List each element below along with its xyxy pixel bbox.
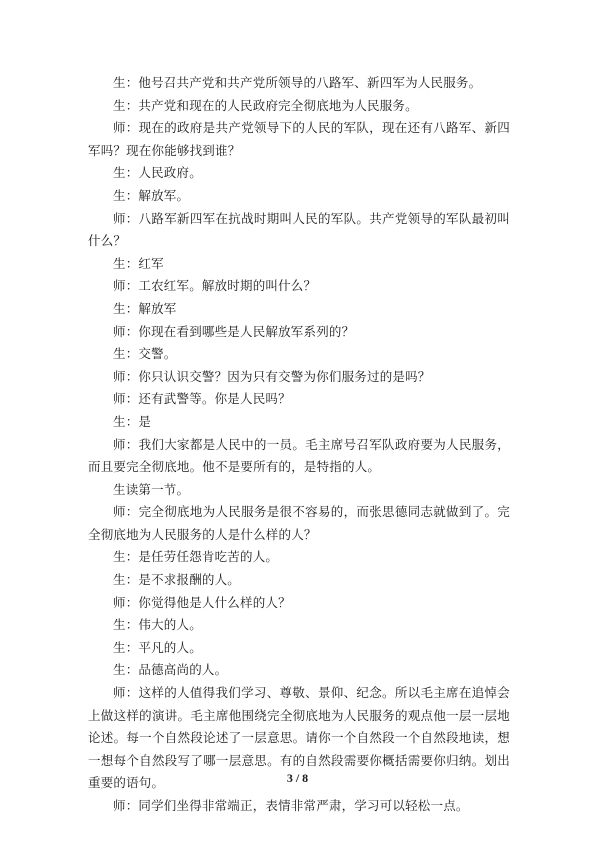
paragraph: 生：解放军。 — [113, 187, 190, 203]
paragraph: 生：他号召共产党和共产党所领导的八路军、新四军为人民服务。 — [113, 75, 482, 90]
paragraph: 师：完全彻底地为人民服务是很不容易的，而张思德同志就做到了。完全彻底地为人民服务的人是什么样的人？ — [88, 504, 510, 542]
paragraph: 师：这样的人值得我们学习、尊敬、景仰、纪念。所以毛主席在追悼会上做这样的演讲。毛主席他围绕完全彻底地为人民服务的观点他一层一层地论述。每一个自然段论述了一层意思。请你一个自然段一个自然段地读，想一想每个自然段写了哪一层意思。有的自然段需要你概括需要你归纳。划出重要的语句。 — [88, 685, 510, 791]
paragraph: 师：八路军新四军在抗战时期叫人民的军队。共产党领导的军队最初叫什么？ — [88, 210, 510, 249]
paragraph: 生：红军 — [113, 255, 164, 271]
document-body — [88, 72, 510, 818]
paragraph: 师：我们大家都是人民中的一员。毛主席号召军队政府要为人民服务，而且要完全彻底地。他不是要所有的，是特指的人。 — [88, 436, 510, 475]
paragraph: 生：伟大的人。 — [113, 617, 202, 633]
paragraph: 生：是 — [113, 413, 152, 429]
paragraph: 师：工农红军。解放时期的叫什么？ — [113, 278, 317, 294]
paragraph: 生读第一节。 — [113, 481, 190, 497]
paragraph: 师：你只认识交警？因为只有交警为你们服务过的是吗？ — [113, 368, 431, 384]
paragraph: 师：你现在看到哪些是人民解放军系列的？ — [113, 323, 355, 339]
paragraph: 师：你觉得他是人什么样的人？ — [113, 594, 291, 610]
paragraph: 生：是不求报酬的人。 — [113, 572, 241, 588]
paragraph: 生：平凡的人。 — [113, 639, 202, 655]
paragraph: 生：交警。 — [113, 346, 177, 362]
page-number: 3 / 8 — [286, 771, 309, 785]
paragraph: 生：人民政府。 — [113, 165, 202, 181]
paragraph: 生：是任劳任怨肯吃苦的人。 — [113, 549, 279, 565]
paragraph: 师：现在的政府是共产党领导下的人民的军队，现在还有八路军、新四军吗？现在你能够找到谁？ — [88, 120, 510, 158]
paragraph: 生：品德高尚的人。 — [113, 662, 228, 678]
paragraph: 师：同学们坐得非常端正，表情非常严肃，学习可以轻松一点。 — [113, 798, 469, 813]
paragraph: 生：解放军 — [113, 300, 177, 316]
paragraph: 生：共产党和现在的人民政府完全彻底地为人民服务。 — [113, 97, 418, 113]
paragraph: 师：还有武警等。你是人民吗？ — [113, 391, 291, 407]
